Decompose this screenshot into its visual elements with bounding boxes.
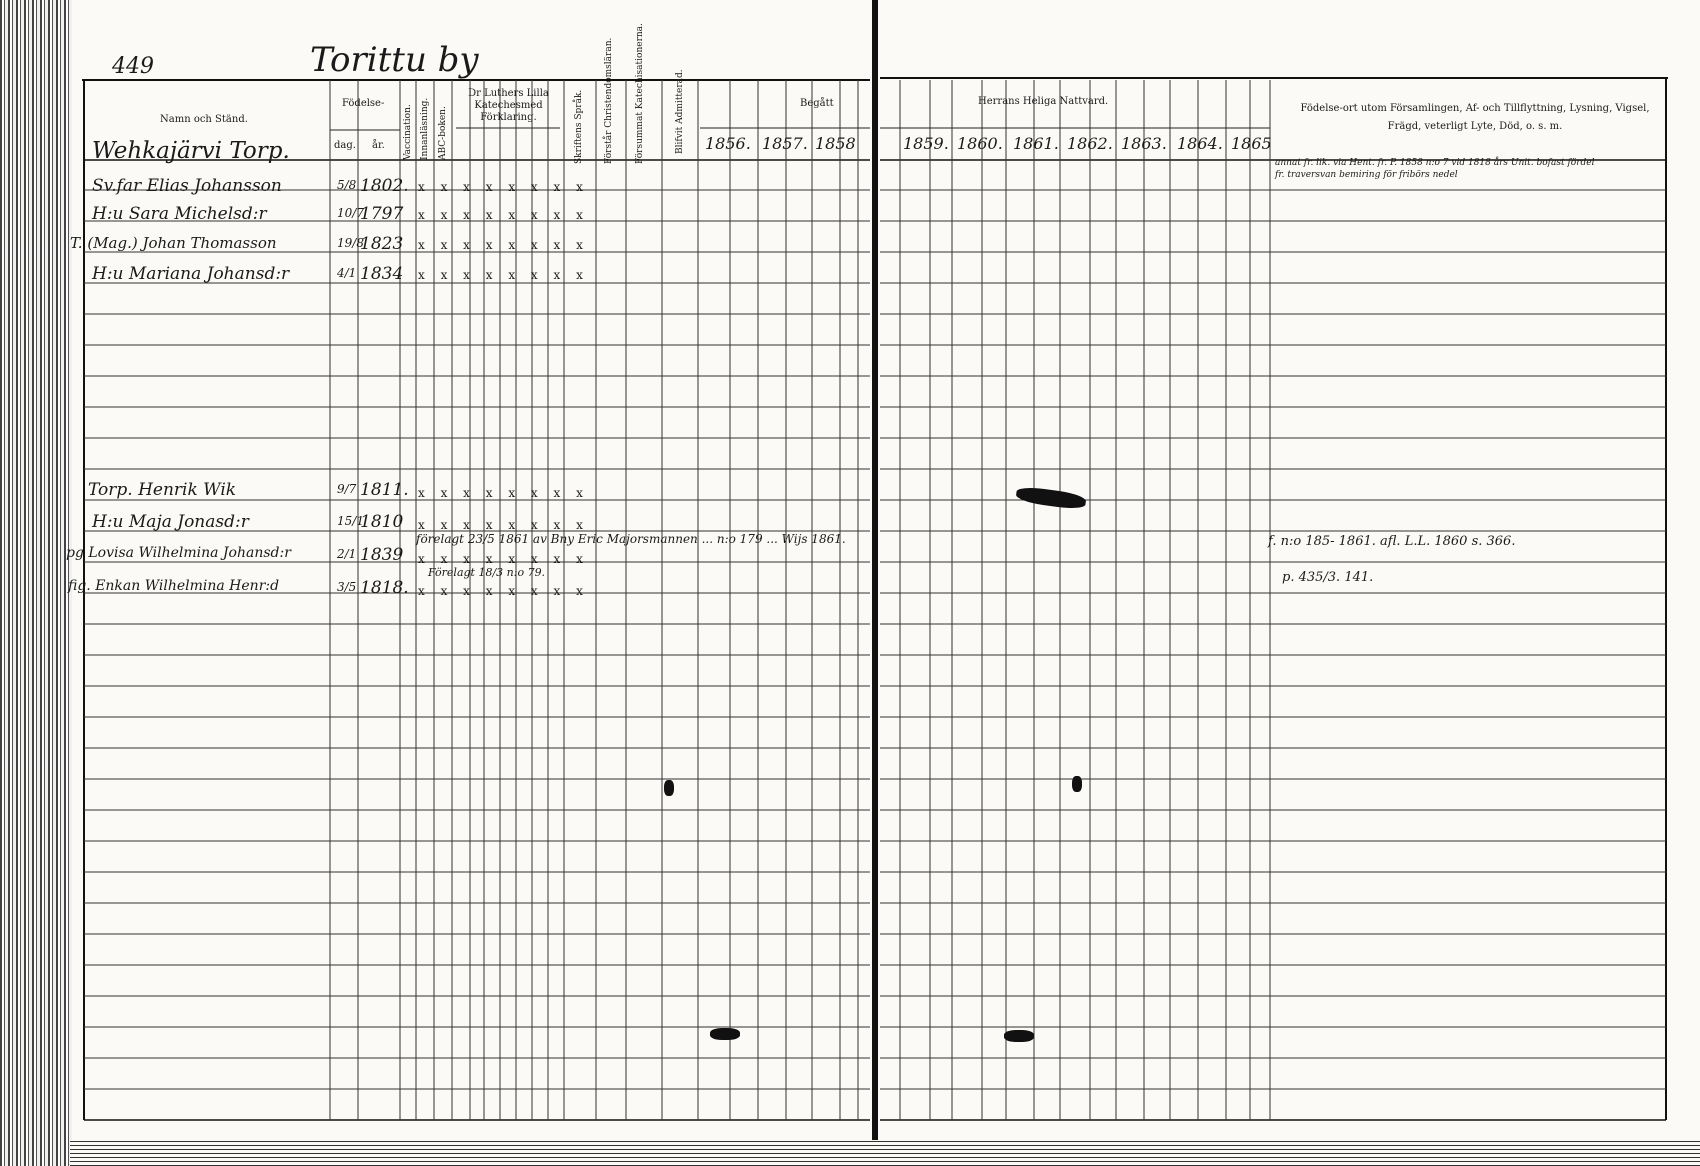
header-abc: ABC-boken. xyxy=(438,106,448,160)
birth-day: 10/7 xyxy=(337,206,364,220)
ink-blot xyxy=(710,1028,740,1040)
birth-year: 1823 xyxy=(360,234,404,254)
remark-line: fr. traversvan bemiring för fribörs nedel xyxy=(1275,170,1458,180)
year-1861: 1861. xyxy=(1013,134,1059,153)
village-title: Torittu by xyxy=(310,40,479,80)
header-scripture: Skriftens Språk. xyxy=(574,89,584,164)
header-vaccination: Vaccination. xyxy=(403,104,413,160)
year-1864: 1864. xyxy=(1177,134,1223,153)
page-number: 449 xyxy=(112,54,154,79)
birth-year: 1839 xyxy=(360,545,404,565)
year-1863: 1863. xyxy=(1121,134,1167,153)
birth-year: 1810 xyxy=(360,512,404,532)
ink-mark xyxy=(1072,776,1082,792)
person-name: Sv.far Elias Johansson xyxy=(92,176,282,196)
header-begatt: Begått xyxy=(800,98,834,109)
year-1865: 1865 xyxy=(1231,134,1272,153)
birth-day: 4/1 xyxy=(337,266,357,280)
header-name: Namn och Ständ. xyxy=(160,114,248,125)
year-1859: 1859. xyxy=(903,134,949,153)
year-1858: 1858 xyxy=(815,134,856,153)
birth-day: 15/1 xyxy=(337,514,364,528)
catechism-marks: x x x x x x x x xyxy=(418,208,589,222)
header-admitted: Blifvit Admitterad. xyxy=(675,69,685,154)
year-1856: 1856. xyxy=(705,134,751,153)
header-birthplace: Födelse-ort utom Församlingen, Af- och Tillflyttning, Lysning, Vigsel, Frägd, veterligt Lyte, Död, o. s. m. xyxy=(1300,103,1650,132)
person-name: pg Lovisa Wilhelmina Johansd:r xyxy=(66,545,291,561)
remark-line: f. n:o 185- 1861. afl. L.L. 1860 s. 366. xyxy=(1268,534,1516,549)
household-title: Wehkajärvi Torp. xyxy=(92,138,290,164)
header-communion: Herrans Heliga Nattvard. xyxy=(978,96,1109,107)
catechism-marks: x x x x x x x x xyxy=(418,518,589,532)
person-name: Torp. Henrik Wik xyxy=(88,480,237,500)
birth-year: 1834 xyxy=(360,264,404,284)
remark-line: förelagt 23/5 1861 av Bny Eric Majorsmannen ... n:o 179 ... Wijs 1861. xyxy=(416,532,846,546)
birth-day: 2/1 xyxy=(337,547,357,561)
header-christianity: Förstår Christendomsläran. xyxy=(604,37,614,164)
person-name: T. (Mag.) Johan Thomasson xyxy=(70,234,277,252)
birth-day: 5/8 xyxy=(337,178,357,192)
birth-year: 1818. xyxy=(360,578,409,598)
header-missed: Försummat Katechisationerna. xyxy=(635,23,645,164)
catechism-marks: x x x x x x x x xyxy=(418,584,589,598)
header-birth-year: år. xyxy=(372,140,385,151)
header-birth-day: dag. xyxy=(334,140,356,151)
remark-line: Förelagt 18/3 n:o 79. xyxy=(428,566,546,579)
year-1862: 1862. xyxy=(1067,134,1113,153)
person-name: H:u Maja Jonasd:r xyxy=(92,512,249,532)
birth-year: 1811. xyxy=(360,480,409,500)
ink-blot xyxy=(1004,1030,1034,1042)
person-name: fig. Enkan Wilhelmina Henr:d xyxy=(68,578,280,594)
header-catechism: Dr Luthers Lilla Katechesmed Förklaring. xyxy=(468,88,549,123)
ink-mark xyxy=(664,780,674,796)
year-1860: 1860. xyxy=(957,134,1003,153)
catechism-marks: x x x x x x x x xyxy=(418,180,589,194)
birth-year: 1797 xyxy=(360,204,404,224)
header-reading: Innanläsning. xyxy=(420,97,430,160)
catechism-marks: x x x x x x x x xyxy=(418,238,589,252)
catechism-marks: x x x x x x x x xyxy=(418,486,589,500)
birth-day: 3/5 xyxy=(337,580,357,594)
person-name: H:u Mariana Johansd:r xyxy=(92,264,290,284)
header-birth: Födelse- xyxy=(342,98,385,109)
catechism-marks: x x x x x x x x xyxy=(418,268,589,282)
birth-year: 1802. xyxy=(360,176,409,196)
catechism-marks: x x x x x x x x xyxy=(418,552,589,566)
year-1857: 1857. xyxy=(762,134,808,153)
birth-day: 9/7 xyxy=(337,482,357,496)
person-name: H:u Sara Michelsd:r xyxy=(92,204,267,224)
remark-line: annat fr. lik. via Hent. fr. P. 1858 n:o 7 vid 1818 års Unit. bofast fördel xyxy=(1275,158,1595,168)
birth-day: 19/8 xyxy=(337,236,364,250)
remark-line: p. 435/3. 141. xyxy=(1282,570,1374,585)
